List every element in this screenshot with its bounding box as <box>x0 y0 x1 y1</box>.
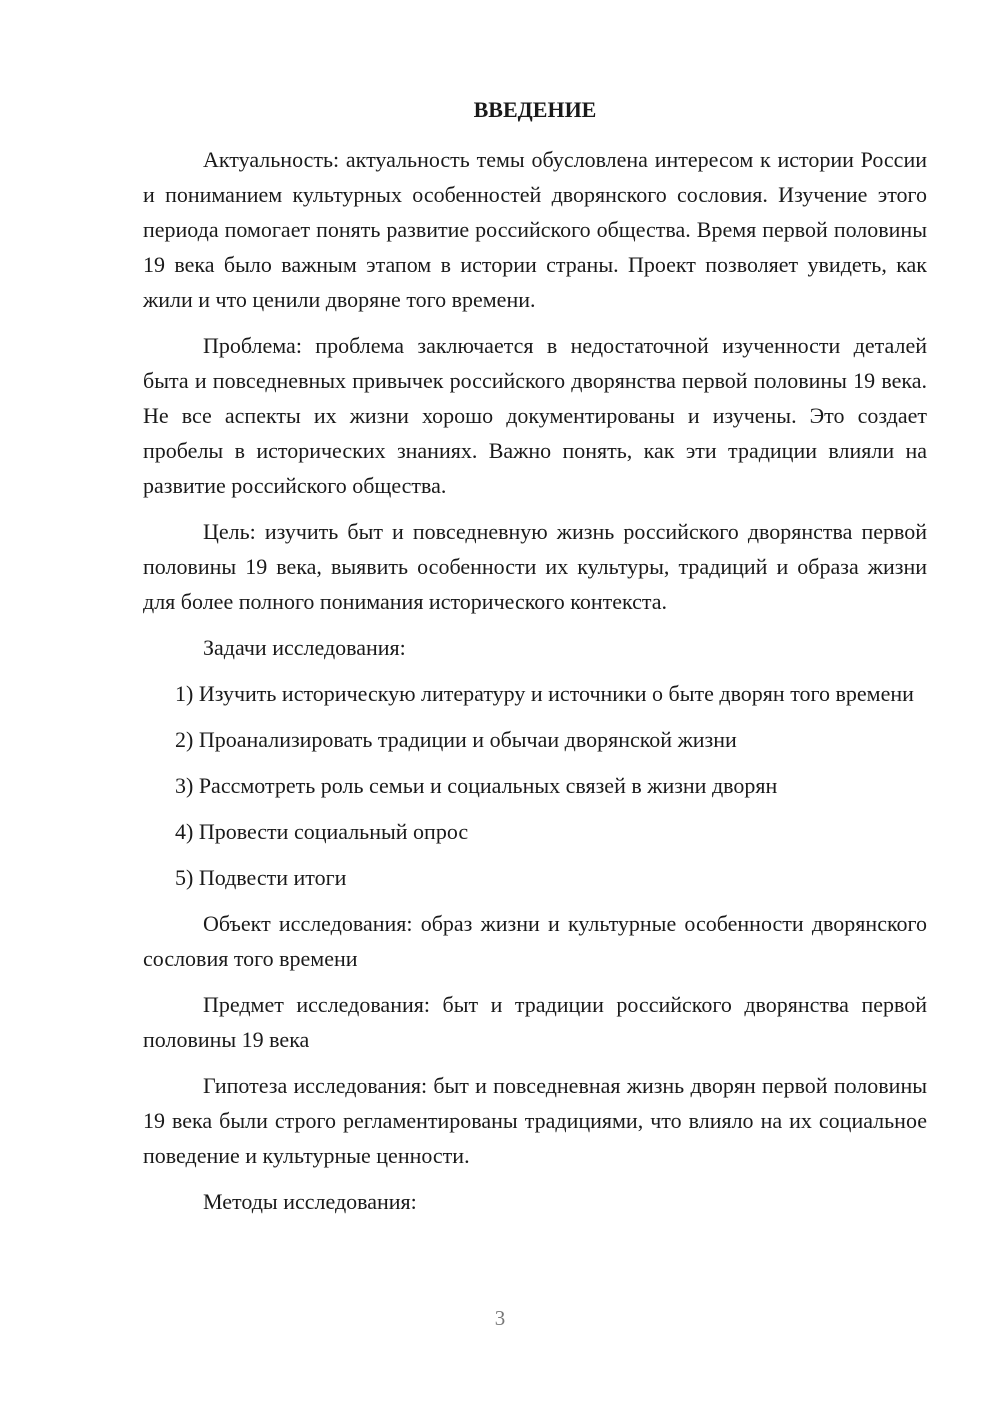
task-item: 5) Подвести итоги <box>175 865 347 890</box>
section-title: ВВЕДЕНИЕ <box>473 97 597 122</box>
paragraph-object: Объект исследования: образ жизни и культурные особенности дворянского сословия того времени <box>143 911 927 971</box>
task-item: 4) Провести социальный опрос <box>175 819 469 844</box>
task-item: 1) Изучить историческую литературу и источники о быте дворян того времени <box>175 681 914 706</box>
paragraph-relevance: Актуальность: актуальность темы обусловлена интересом к истории России и пониманием культурных особенностей дворянского сословия. Изучение этого периода помогает понять развитие российского общества. Время первой половины 19 века было важным этапом в истории страны. Проект позволяет увидеть, как жили и что ценили дворяне того времени. <box>143 147 927 312</box>
page-number: 3 <box>494 1306 506 1330</box>
task-item: 2) Проанализировать традиции и обычаи дворянской жизни <box>175 727 737 752</box>
methods-heading: Методы исследования: <box>203 1189 417 1214</box>
paragraph-goal: Цель: изучить быт и повседневную жизнь российского дворянства первой половины 19 века, выявить особенности их культуры, традиций и образа жизни для более полного понимания исторического контекста. <box>143 519 927 614</box>
paragraph-problem: Проблема: проблема заключается в недостаточной изученности деталей быта и повседневных привычек российского дворянства первой половины 19 века. Не все аспекты их жизни хорошо документированы и изучены. Это создает пробелы в исторических знаниях. Важно понять, как эти традиции влияли на развитие российского общества. <box>143 333 927 498</box>
tasks-heading: Задачи исследования: <box>203 635 406 660</box>
paragraph-hypothesis: Гипотеза исследования: быт и повседневная жизнь дворян первой половины 19 века были строго регламентированы традициями, что влияло на их социальное поведение и культурные ценности. <box>143 1073 927 1168</box>
paragraph-subject: Предмет исследования: быт и традиции российского дворянства первой половины 19 века <box>143 992 927 1052</box>
task-item: 3) Рассмотреть роль семьи и социальных связей в жизни дворян <box>175 773 778 798</box>
document-body <box>143 93 927 1230</box>
